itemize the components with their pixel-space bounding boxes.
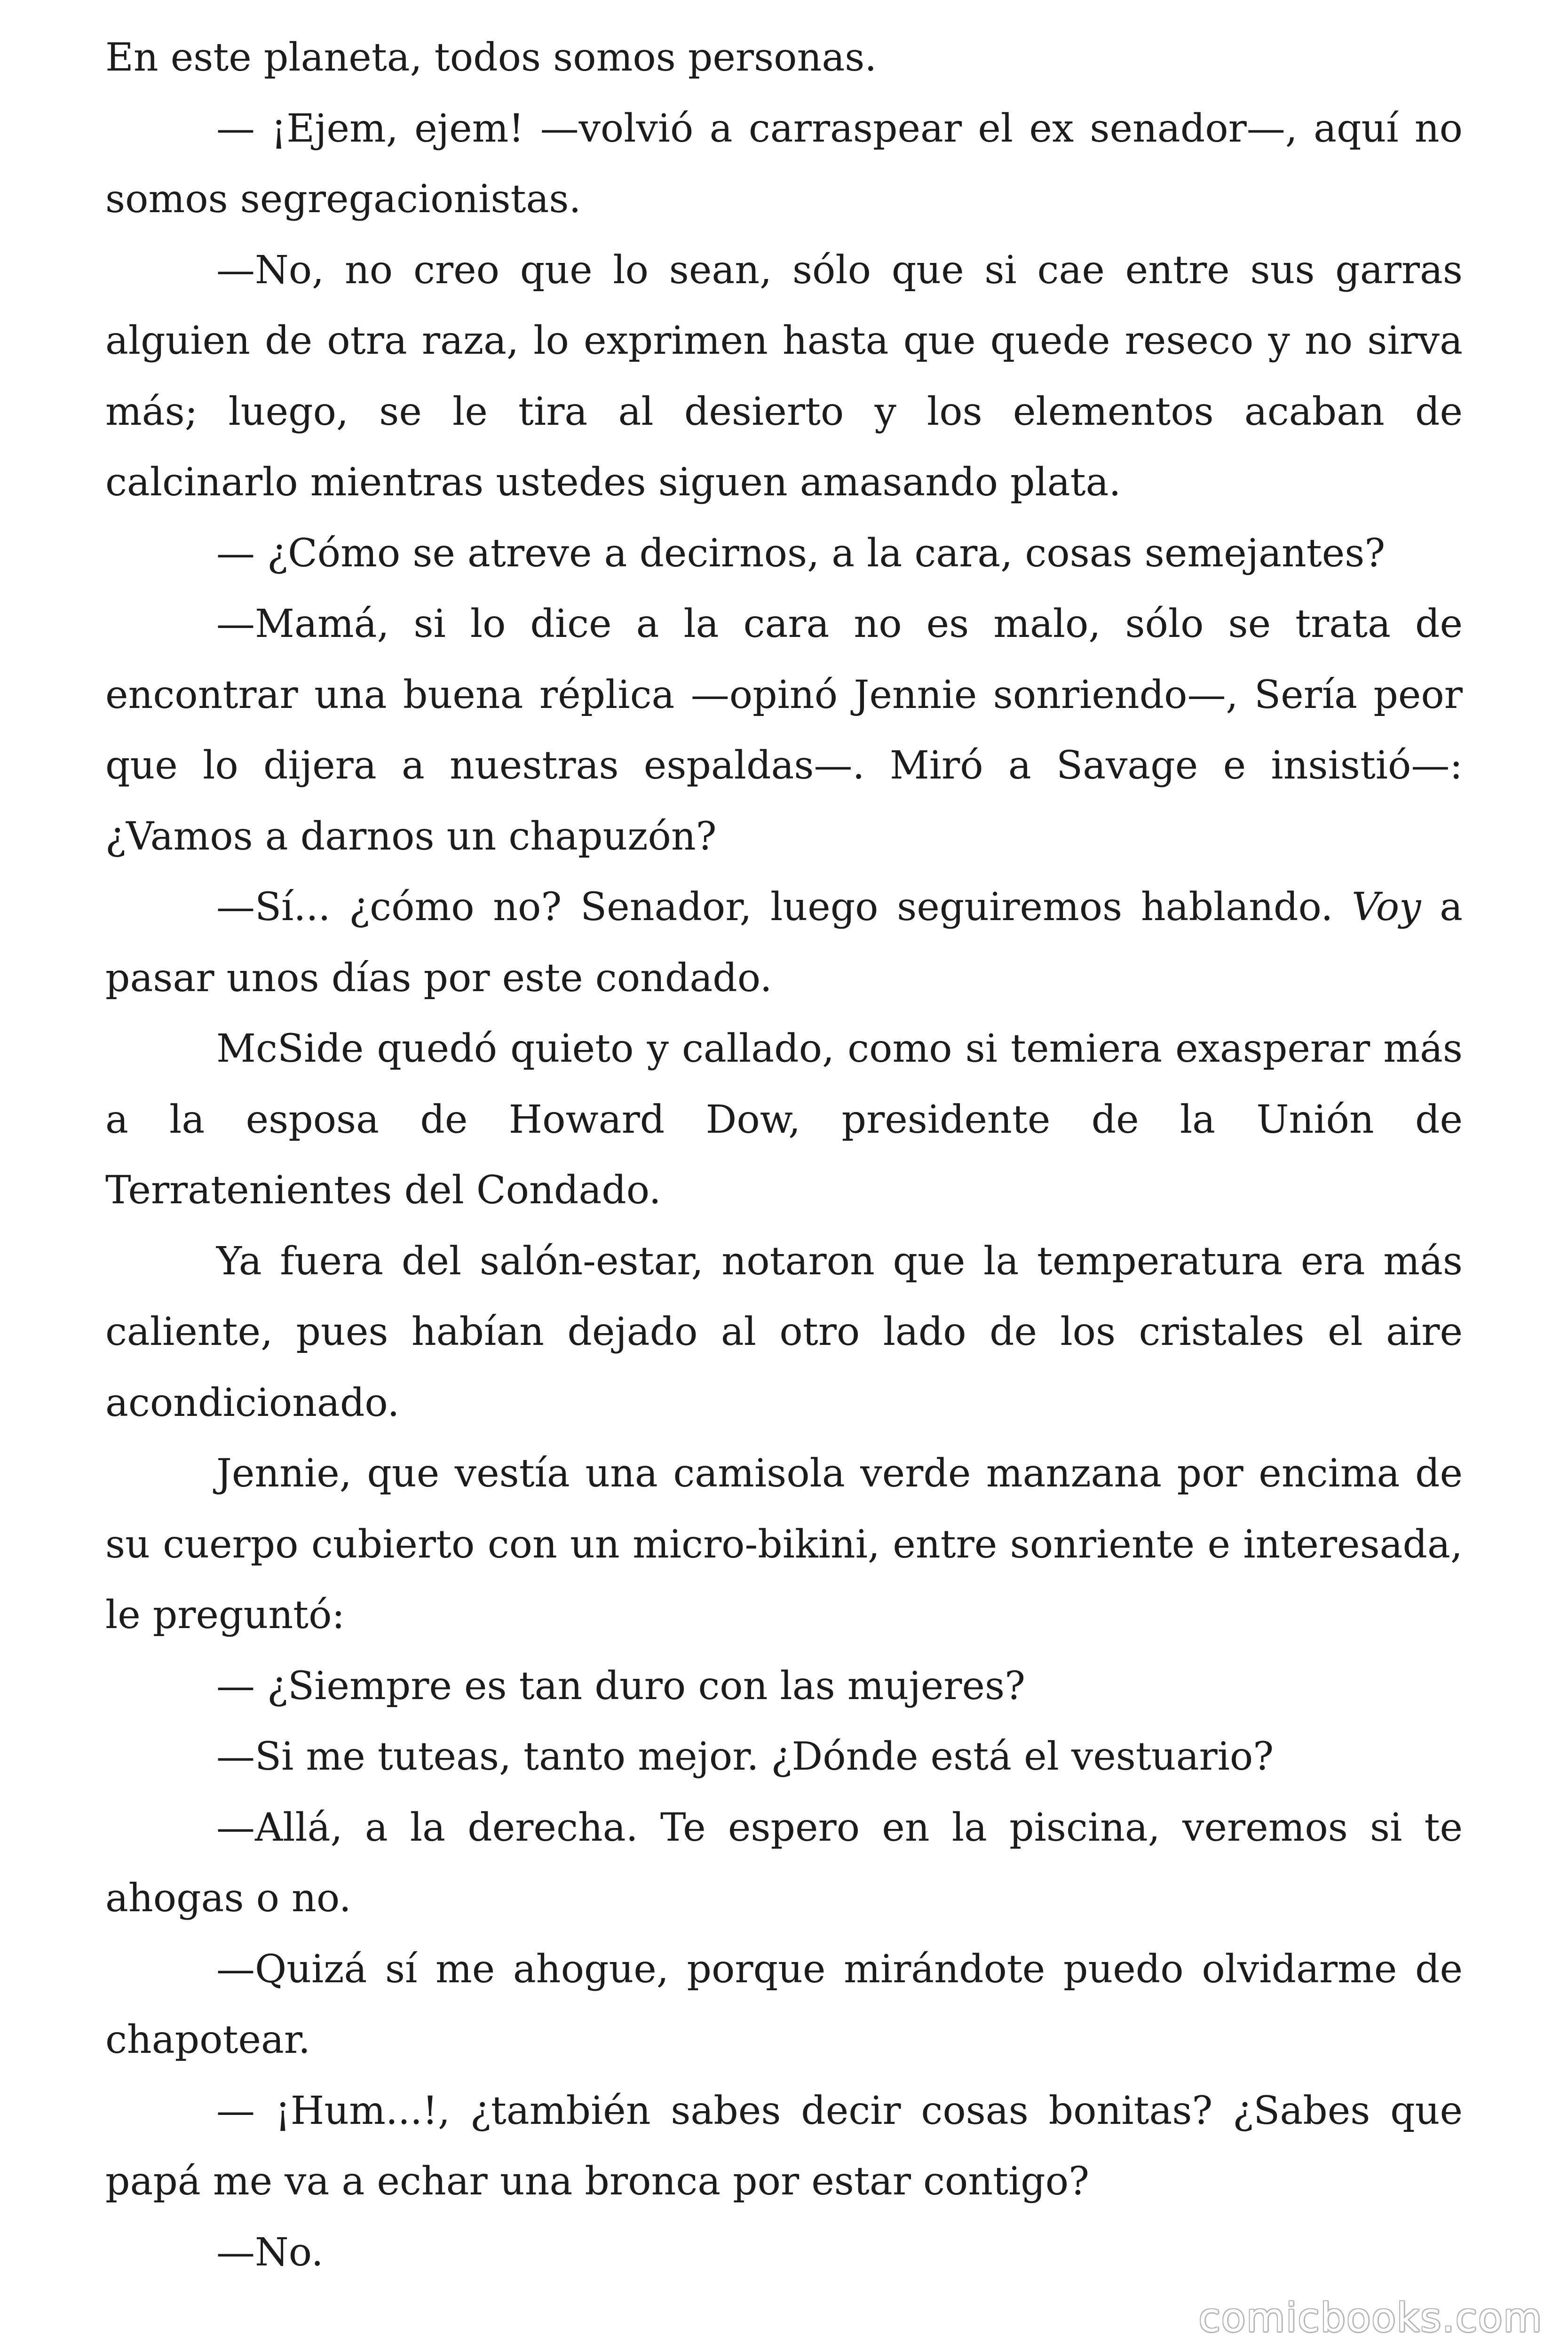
paragraph-text: —Sí... ¿cómo no? Senador, luego seguiremos hablando. — [216, 885, 1352, 930]
paragraph: —Si me tuteas, tanto mejor. ¿Dónde está el vestuario? — [216, 1734, 1274, 1779]
paragraph: — ¿Cómo se atreve a decirnos, a la cara, cosas semejantes? — [216, 531, 1386, 576]
paragraph: Jennie, que vestía una camisola verde manzana por encima de su cuerpo cubierto con un micro-bikini, entre sonriente e interesada, le preguntó: — [105, 1451, 1463, 1637]
paragraph: — ¡Ejem, ejem! —volvió a carraspear el ex senador—, aquí no somos segregacionistas. — [105, 106, 1463, 222]
paragraph: —Allá, a la derecha. Te espero en la piscina, veremos si te ahogas o no. — [105, 1805, 1463, 1921]
paragraph: McSide quedó quieto y callado, como si temiera exasperar más a la esposa de Howard Dow, presidente de la Unión de Terratenientes del Condado. — [105, 1026, 1463, 1213]
paragraph-text: a pasar unos días por este condado. — [105, 885, 1463, 1001]
italic-word: Voy — [1352, 885, 1421, 930]
paragraph: Ya fuera del salón-estar, notaron que la temperatura era más caliente, pues habían dejado al otro lado de los cristales el aire acondicionado. — [105, 1239, 1463, 1425]
paragraph: —Mamá, si lo dice a la cara no es malo, sólo se trata de encontrar una buena réplica —opinó Jennie sonriendo—, Sería peor que lo dijera a nuestras espaldas—. Miró a Savage e insistió—: ¿Vamos a darnos un chapuzón? — [105, 602, 1463, 859]
page-body-text — [105, 23, 1463, 2288]
paragraph: —No. — [216, 2230, 324, 2275]
paragraph: En este planeta, todos somos personas. — [105, 35, 877, 80]
paragraph: —No, no creo que lo sean, sólo que si cae entre sus garras alguien de otra raza, lo exprimen hasta que quede reseco y no sirva más; luego, se le tira al desierto y los elementos acaban de calcinarlo mientras ustedes siguen amasando plata. — [105, 247, 1463, 505]
paragraph: —Quizá sí me ahogue, porque mirándote puedo olvidarme de chapotear. — [105, 1947, 1463, 2062]
paragraph: — ¿Siempre es tan duro con las mujeres? — [216, 1663, 1026, 1708]
paragraph: — ¡Hum...!, ¿también sabes decir cosas bonitas? ¿Sabes que papá me va a echar una bronca por estar contigo? — [105, 2088, 1463, 2204]
paragraph — [105, 872, 1463, 1014]
watermark: comicbooks.com — [1198, 2295, 1543, 2341]
